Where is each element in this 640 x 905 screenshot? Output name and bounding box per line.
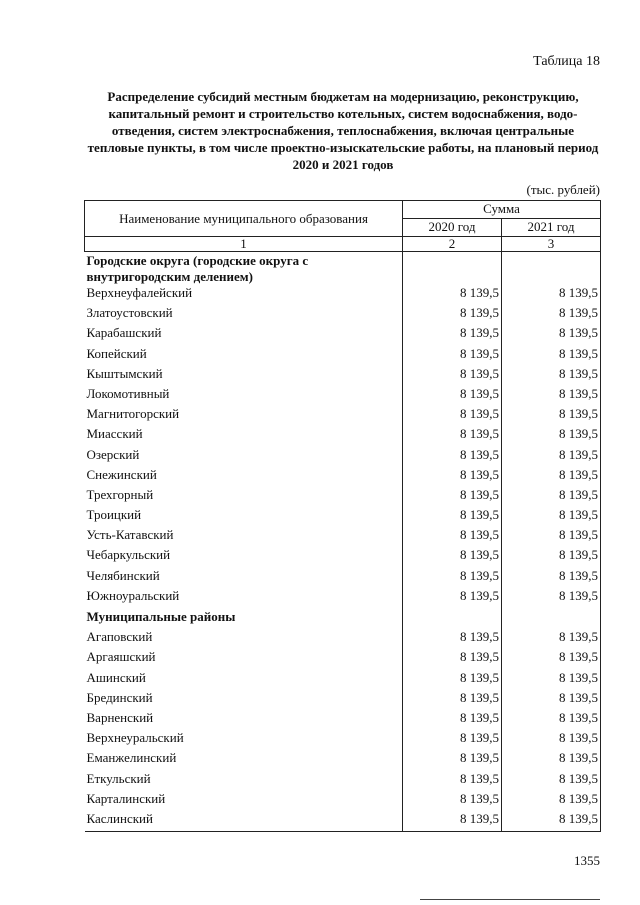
value-2020: 8 139,5: [403, 791, 502, 811]
value-2021: [502, 608, 601, 629]
page-number: 1355: [574, 853, 600, 868]
table-row: [85, 771, 601, 791]
column-number-2: 2: [403, 237, 502, 252]
table-row: [85, 588, 601, 608]
value-2021: 8 139,5: [502, 426, 601, 446]
value-2020: 8 139,5: [403, 811, 502, 832]
municipality-name: Варненский: [86, 709, 154, 725]
value-2020: 8 139,5: [403, 487, 502, 507]
value-2021: 8 139,5: [502, 487, 601, 507]
municipality-name: Усть-Катавский: [86, 527, 174, 543]
value-2021: 8 139,5: [502, 730, 601, 750]
value-2021: 8 139,5: [502, 629, 601, 649]
value-2020: 8 139,5: [403, 305, 502, 325]
municipality-name: Муниципальные районы: [86, 609, 236, 624]
table-row: [85, 690, 601, 710]
municipality-name: Верхнеуральский: [86, 730, 184, 746]
municipality-name: Еманжелинский: [86, 750, 177, 766]
municipality-name: Городские округа (городские округа с внутригородским делением): [86, 253, 309, 284]
value-2021: 8 139,5: [502, 710, 601, 730]
value-2020: 8 139,5: [403, 285, 502, 305]
value-2021: 8 139,5: [502, 447, 601, 467]
document-title: Распределение субсидий местным бюджетам на модернизацию, реконструкцию, капитальный ремонт и строительство котельных, систем водоснабжения, водо-отведения, систем электроснабжения, теплоснабжения, включая центральные тепловые пункты, в том числе проектно-изыскательские работы, на плановый период 2020 и 2021 годов: [87, 89, 599, 172]
value-2020: 8 139,5: [403, 750, 502, 770]
municipality-name: Миасский: [86, 426, 143, 442]
column-number-3: 3: [502, 237, 601, 252]
value-2020: 8 139,5: [403, 447, 502, 467]
value-2021: 8 139,5: [502, 386, 601, 406]
header-2020: 2020 год: [403, 219, 502, 237]
municipality-name: Агаповский: [86, 629, 153, 645]
table-row: [85, 629, 601, 649]
table-row: [85, 426, 601, 446]
value-2021: 8 139,5: [502, 690, 601, 710]
municipality-name: Верхнеуфалейский: [86, 285, 193, 300]
value-2020: 8 139,5: [403, 588, 502, 608]
value-2021: [502, 252, 601, 286]
value-2021: 8 139,5: [502, 305, 601, 325]
value-2021: 8 139,5: [502, 568, 601, 588]
value-2020: 8 139,5: [403, 710, 502, 730]
value-2021: 8 139,5: [502, 771, 601, 791]
municipality-name: Каслинский: [85, 811, 403, 832]
value-2020: 8 139,5: [403, 670, 502, 690]
value-2020: 8 139,5: [403, 426, 502, 446]
municipality-name: Кыштымский: [86, 365, 163, 381]
value-2020: 8 139,5: [403, 730, 502, 750]
table-row: [85, 730, 601, 750]
municipality-name: Копейский: [86, 345, 147, 361]
table-row: [85, 791, 601, 811]
municipality-name: Карталинский: [86, 790, 166, 806]
table-label: Таблица 18: [533, 54, 600, 69]
value-2021: 8 139,5: [502, 346, 601, 366]
value-2020: [403, 252, 502, 286]
value-2021: 8 139,5: [502, 507, 601, 527]
value-2020: 8 139,5: [403, 629, 502, 649]
municipality-name: Троицкий: [86, 507, 142, 523]
municipality-name: Брединский: [86, 689, 153, 705]
table-row: [85, 507, 601, 527]
value-2021: 8 139,5: [502, 588, 601, 608]
table-row: [85, 467, 601, 487]
municipality-name: Трехгорный: [86, 486, 154, 502]
value-2021: 8 139,5: [502, 649, 601, 669]
table-row: [85, 366, 601, 386]
value-2020: 8 139,5: [403, 771, 502, 791]
value-2020: 8 139,5: [403, 649, 502, 669]
value-2021: 8 139,5: [502, 325, 601, 345]
value-2021: 8 139,5: [502, 811, 601, 832]
value-2020: 8 139,5: [403, 346, 502, 366]
table-row: [85, 346, 601, 366]
value-2021: 8 139,5: [502, 670, 601, 690]
value-2020: 8 139,5: [403, 406, 502, 426]
municipality-name: Ашинский: [86, 669, 146, 685]
table-row: [85, 750, 601, 770]
section-row: [85, 608, 601, 629]
value-2020: 8 139,5: [403, 547, 502, 567]
section-row: [85, 252, 601, 286]
municipality-name: Снежинский: [86, 466, 157, 482]
table-row: [85, 527, 601, 547]
value-2021: 8 139,5: [502, 527, 601, 547]
table-row: [85, 487, 601, 507]
municipality-name: Челябинский: [86, 567, 160, 583]
value-2021: 8 139,5: [502, 406, 601, 426]
table-row: [85, 447, 601, 467]
value-2020: [403, 608, 502, 629]
header-name: Наименование муниципального образования: [85, 201, 403, 237]
table-row: [85, 325, 601, 345]
header-sum: Сумма: [403, 201, 601, 219]
table-body: [85, 252, 601, 832]
subsidy-table: [84, 200, 601, 832]
value-2021: 8 139,5: [502, 366, 601, 386]
value-2020: 8 139,5: [403, 527, 502, 547]
table-row: [85, 406, 601, 426]
table-row: [85, 568, 601, 588]
table-row: [85, 386, 601, 406]
value-2021: 8 139,5: [502, 750, 601, 770]
table-row: [85, 710, 601, 730]
municipality-name: Карабашский: [86, 325, 162, 341]
table-row: [85, 811, 601, 832]
value-2021: 8 139,5: [502, 467, 601, 487]
header-2021: 2021 год: [502, 219, 601, 237]
municipality-name: Озерский: [86, 446, 140, 462]
table-row: [85, 649, 601, 669]
value-2020: 8 139,5: [403, 690, 502, 710]
table-row: [85, 670, 601, 690]
table-row: [85, 305, 601, 325]
value-2020: 8 139,5: [403, 507, 502, 527]
footer-divider: [420, 899, 600, 900]
units-label: (тыс. рублей): [526, 182, 600, 197]
value-2020: 8 139,5: [403, 568, 502, 588]
municipality-name: Локомотивный: [86, 385, 170, 401]
table-row: [85, 547, 601, 567]
value-2021: 8 139,5: [502, 285, 601, 305]
value-2021: 8 139,5: [502, 547, 601, 567]
value-2020: 8 139,5: [403, 366, 502, 386]
value-2020: 8 139,5: [403, 386, 502, 406]
municipality-name: Златоустовский: [86, 305, 173, 321]
table-row: [85, 285, 601, 305]
value-2020: 8 139,5: [403, 325, 502, 345]
municipality-name: Еткульский: [86, 770, 151, 786]
municipality-name: Чебаркульский: [86, 547, 171, 563]
value-2020: 8 139,5: [403, 467, 502, 487]
municipality-name: Южноуральский: [86, 587, 180, 603]
municipality-name: Аргаяшский: [86, 649, 156, 665]
municipality-name: Магнитогорский: [86, 406, 180, 422]
column-number-1: 1: [85, 237, 403, 252]
value-2021: 8 139,5: [502, 791, 601, 811]
